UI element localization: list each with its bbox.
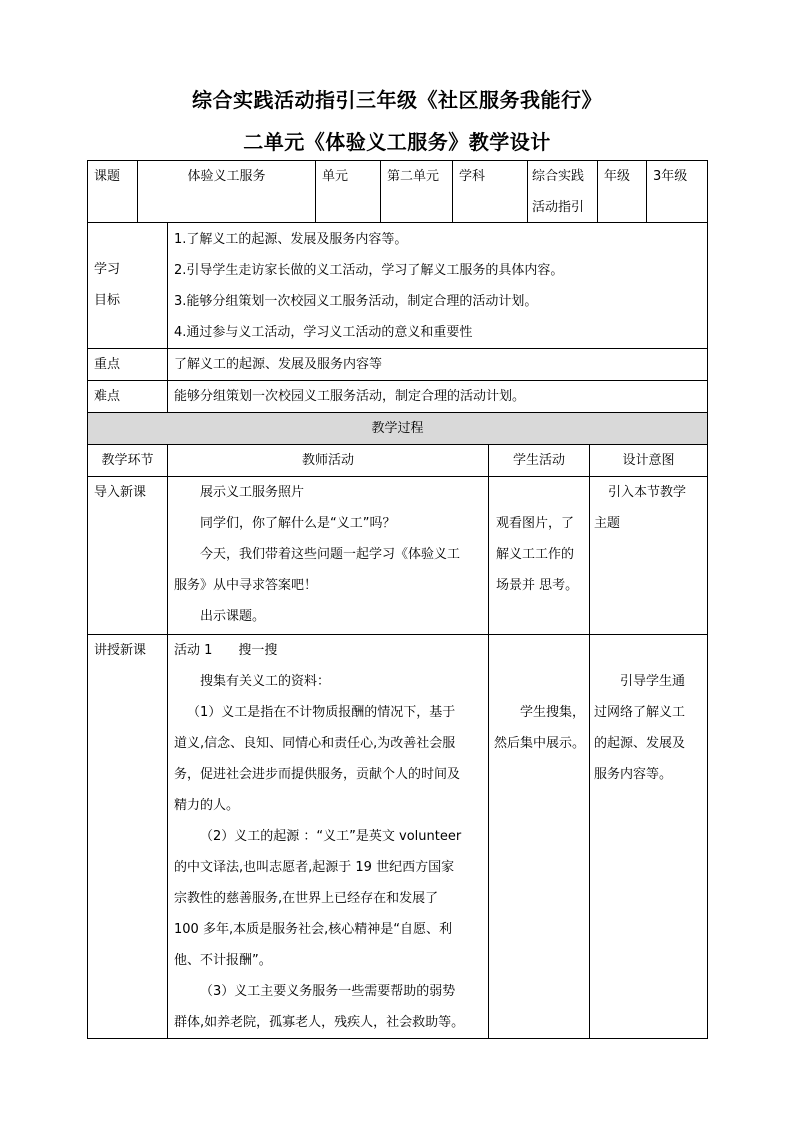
intent-line: 引导学生通 <box>620 674 686 689</box>
teacher-line: （3）义工主要义务服务一些需要帮助的弱势 <box>200 984 456 999</box>
process-header: 教学过程 <box>371 421 424 436</box>
teacher-line: 道义,信念、良知、同情心和责任心,为改善社会服 <box>174 736 456 751</box>
objective-item: 1.了解义工的起源、发展及服务内容等。 <box>174 232 408 247</box>
student-line: 然后集中展示。 <box>494 736 586 751</box>
document-title: 综合实践活动指引三年级《社区服务我能行》 <box>192 88 602 112</box>
teacher-line: 展示义工服务照片 <box>200 485 305 500</box>
intent-line: 过网络了解义工 <box>594 705 686 720</box>
student-line: 学生搜集， <box>520 705 586 720</box>
key-point-value: 了解义工的起源、发展及服务内容等 <box>174 357 383 372</box>
table-border <box>707 160 708 1039</box>
student-line: 观看图片，了 <box>496 516 575 531</box>
objectives-label-line: 目标 <box>94 293 121 308</box>
objective-item: 4.通过参与义工活动，学习义工活动的意义和重要性 <box>174 325 473 340</box>
teacher-line: 宗教性的慈善服务,在世界上已经存在和发展了 <box>174 891 439 906</box>
lesson-student <box>489 697 589 759</box>
subject-label: 学科 <box>459 169 486 184</box>
student-line: 场景并 思考。 <box>496 578 579 593</box>
table-border <box>87 1038 708 1039</box>
intent-line: 服务内容等。 <box>594 767 673 782</box>
teacher-line: （2）义工的起源 ：“义工”是英文 volunteer <box>200 829 462 844</box>
objectives-list <box>168 224 707 348</box>
intro-student <box>489 508 589 601</box>
teacher-line: 活动 1 搜一搜 <box>174 643 278 658</box>
intent-line: 引入本节教学 <box>608 485 687 500</box>
difficulty-label: 难点 <box>94 389 121 404</box>
grade-label: 年级 <box>604 169 631 184</box>
teacher-line: （1）义工是指在不计物质报酬的情况下，基于 <box>187 705 456 720</box>
document-subtitle: 二单元《体验义工服务》教学设计 <box>243 130 551 154</box>
column-header-stage: 教学环节 <box>101 453 154 468</box>
intro-intent <box>590 477 707 539</box>
teacher-line: 搜集有关义工的资料： <box>200 674 331 689</box>
subject-value-line: 综合实践 <box>532 169 585 184</box>
teacher-line: 务，促进社会进步而提供服务，贡献个人的时间及 <box>174 767 461 782</box>
column-header-student: 学生活动 <box>512 453 565 468</box>
teacher-line: 他、不计报酬”。 <box>174 953 272 968</box>
column-header-teacher: 教师活动 <box>301 453 354 468</box>
objectives-label-line: 学习 <box>94 262 121 277</box>
course-value: 体验义工服务 <box>187 169 266 184</box>
teacher-line: 服务》从中寻求答案吧！ <box>174 578 318 593</box>
unit-value: 第二单元 <box>387 169 440 184</box>
column-header-intent: 设计意图 <box>622 453 675 468</box>
unit-label: 单元 <box>322 169 349 184</box>
teacher-line: 的中文译法,也叫志愿者,起源于 19 世纪西方国家 <box>174 860 455 875</box>
lesson-teacher <box>168 635 488 1038</box>
teacher-line: 同学们，你了解什么是“义工”吗？ <box>200 516 396 531</box>
teacher-line: 今天，我们带着这些问题一起学习《体验义工 <box>200 547 461 562</box>
intent-line: 的起源、发展及 <box>594 736 686 751</box>
teacher-line: 群体,如养老院，孤寡老人，残疾人，社会救助等。 <box>174 1015 465 1030</box>
table-border <box>87 222 708 223</box>
objective-item: 2.引导学生走访家长做的义工活动，学习了解义工服务的具体内容。 <box>174 263 564 278</box>
grade-value: 3年级 <box>653 169 688 184</box>
intro-teacher <box>168 477 488 632</box>
lesson-intent <box>590 666 707 790</box>
teacher-line: 精力的人。 <box>174 798 240 813</box>
teacher-line: 100 多年,本质是服务社会,核心精神是“自愿、利 <box>174 922 452 937</box>
difficulty-value: 能够分组策划一次校园义工服务活动，制定合理的活动计划。 <box>174 389 526 404</box>
intro-stage: 导入新课 <box>94 485 147 500</box>
lesson-stage: 讲授新课 <box>94 643 147 658</box>
objective-item: 3.能够分组策划一次校园义工服务活动，制定合理的活动计划。 <box>174 294 538 309</box>
course-label: 课题 <box>94 169 121 184</box>
intent-line: 主题 <box>594 516 621 531</box>
key-point-label: 重点 <box>94 357 121 372</box>
subject-value-line: 活动指引 <box>532 200 585 215</box>
objectives-label <box>88 254 167 316</box>
subject-value <box>528 161 597 223</box>
student-line: 解义工工作的 <box>496 547 575 562</box>
teacher-line: 出示课题。 <box>200 609 266 624</box>
